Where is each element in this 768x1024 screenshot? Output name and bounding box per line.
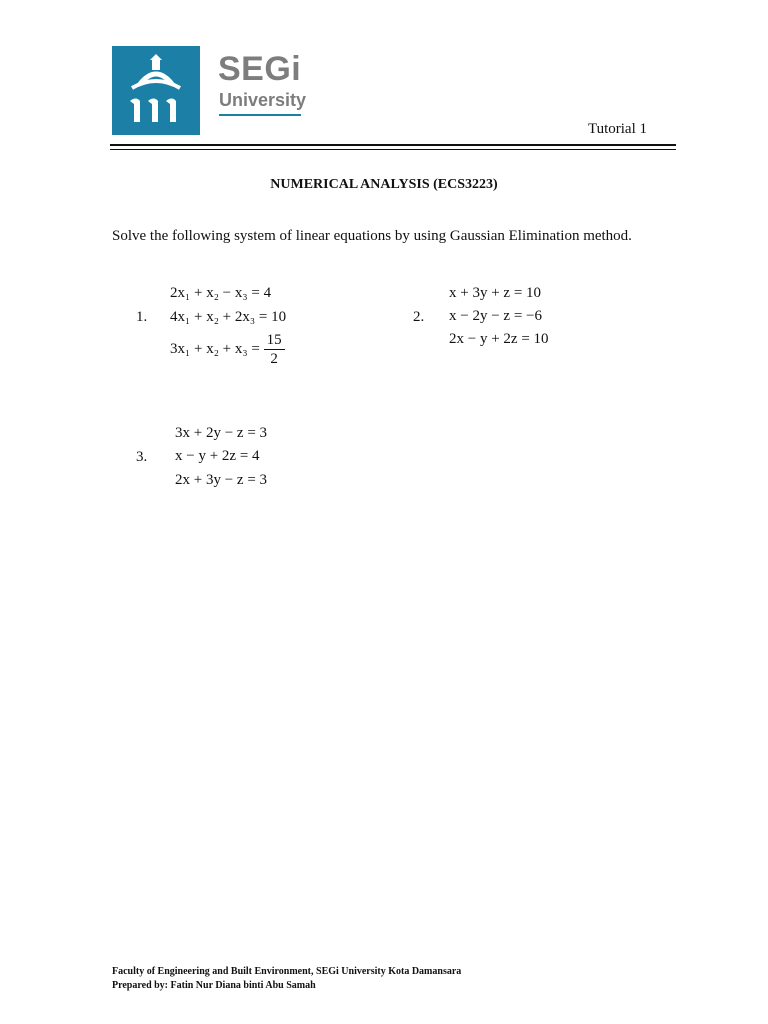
equation: x + 3y + z = 10: [449, 285, 542, 301]
footer-prepared-by: Prepared by: Fatin Nur Diana binti Abu Samah: [112, 980, 316, 991]
logo-underline: [219, 114, 301, 116]
header-rule-thick: [110, 144, 676, 146]
fraction-denominator: 2: [270, 351, 278, 367]
logo-brand: SEGi: [218, 50, 302, 88]
segi-logo-emblem: [112, 46, 200, 135]
footer-faculty: Faculty of Engineering and Built Environment, SEGi University Kota Damansara: [112, 966, 462, 977]
logo-subtitle: University: [219, 90, 307, 110]
dome-emblem-icon: [112, 46, 200, 135]
fraction-numerator: 15: [264, 331, 285, 350]
equation: x − 2y − z = −6: [449, 308, 542, 324]
instruction-text: Solve the following system of linear equations by using Gaussian Elimination method.: [112, 228, 632, 244]
equation: 3x + 2y − z = 3: [175, 425, 268, 441]
equation: 4x₁ + x₂ + 2x₃ = 10: [170, 309, 287, 325]
question-number: 2.: [413, 309, 425, 325]
equation: x − y + 2z = 4: [175, 448, 260, 464]
course-title: NUMERICAL ANALYSIS (ECS3223): [270, 177, 498, 192]
question-number: 3.: [136, 449, 148, 465]
fraction: [264, 331, 285, 368]
equation: 3x₁ + x₂ + x₃ =: [170, 340, 260, 357]
equation: 2x + 3y − z = 3: [175, 472, 268, 488]
equation-with-fraction: [170, 331, 285, 368]
equation: 2x − y + 2z = 10: [449, 331, 549, 347]
tutorial-label: Tutorial 1: [587, 121, 647, 137]
question-number: 1.: [136, 309, 148, 325]
equation: 2x₁ + x₂ − x₃ = 4: [170, 285, 272, 301]
header-rule-thin: [110, 149, 676, 150]
